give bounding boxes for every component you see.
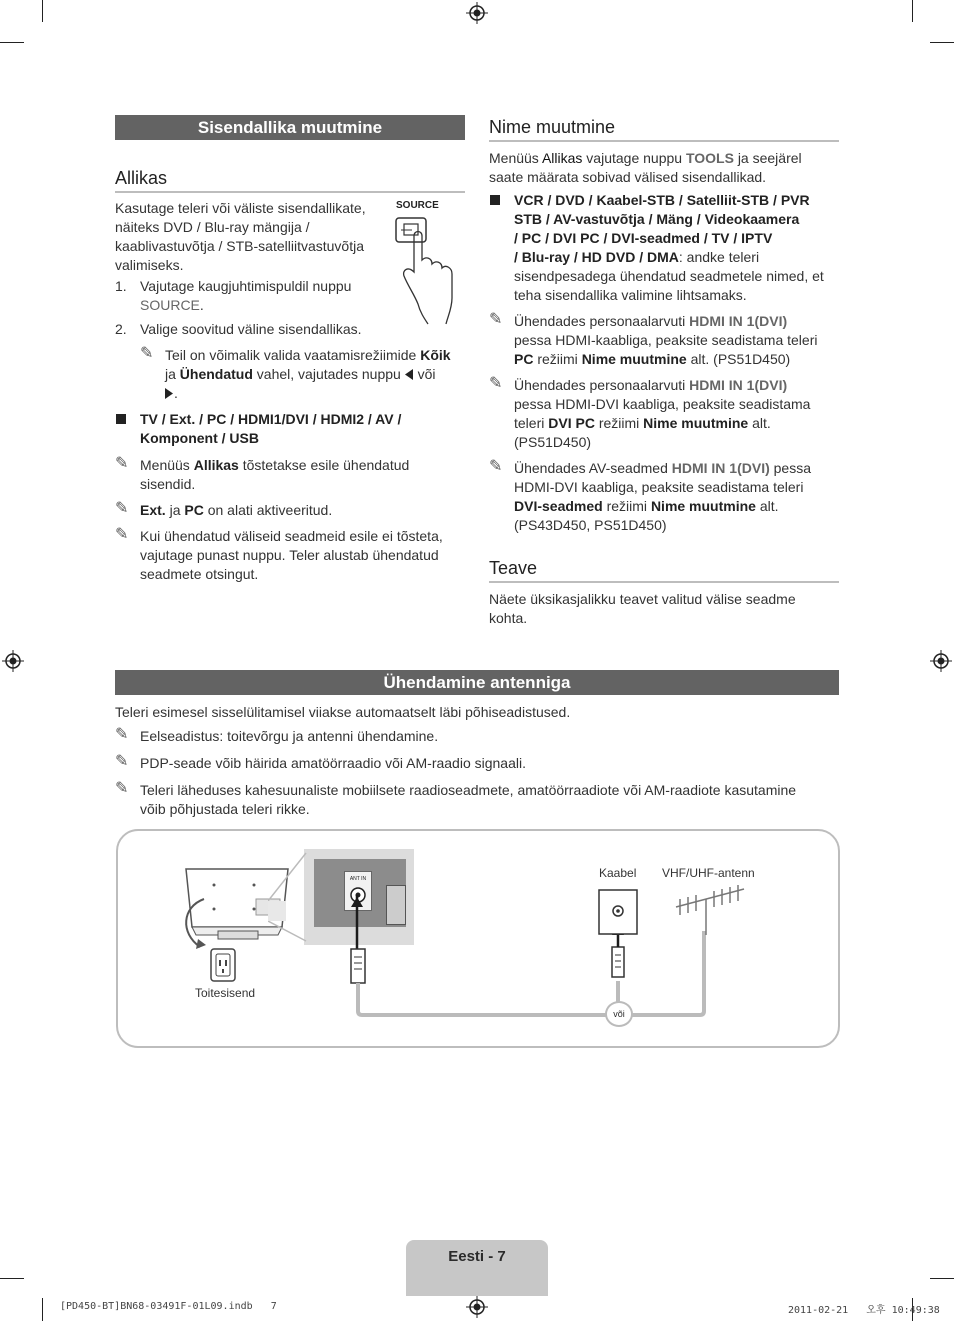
crop-mark — [42, 0, 43, 22]
crop-mark — [930, 42, 954, 43]
note-always-active — [140, 501, 460, 520]
text: režiimi — [606, 498, 648, 514]
section-title-antenna: Ühendamine antenniga — [115, 670, 839, 695]
or-badge — [605, 1001, 633, 1027]
antenna-connection-diagram — [116, 829, 840, 1048]
text: vajutage nuppu — [586, 150, 683, 166]
teave-text — [489, 590, 839, 628]
pc-keyword: PC — [514, 351, 534, 367]
triangle-right-icon — [165, 388, 174, 399]
device-list — [514, 191, 844, 305]
antenna-note-1: Eelseadistus: toitevõrgu ja antenni ühendamine. — [140, 728, 439, 744]
hdmi-port: HDMI IN 1(DVI) — [689, 377, 788, 393]
source-button-hand-icon — [392, 212, 466, 330]
cable-lines — [118, 831, 838, 1046]
text: Ühendades personaalarvuti — [514, 377, 686, 393]
text: : andke teleri — [678, 249, 760, 265]
pencil-note-icon: ✎ — [115, 726, 129, 743]
print-slug-timestamp: 2011-02-21 오후 10:49:38 — [788, 1305, 940, 1316]
step-2-note — [165, 346, 465, 403]
power-input-label: Toitesisend — [195, 986, 256, 1000]
pencil-note-icon: ✎ — [115, 500, 129, 517]
note-red-button — [140, 527, 465, 584]
text-line: kohta. — [489, 610, 528, 626]
text: režiimi — [537, 351, 578, 367]
crop-mark — [930, 1278, 954, 1279]
crop-mark — [0, 1278, 24, 1279]
rename-keyword: Nime muutmine — [650, 498, 756, 514]
rename-keyword: Nime muutmine — [581, 351, 687, 367]
menu-allikas: Allikas — [193, 457, 239, 473]
square-bullet-icon — [116, 414, 126, 424]
source-list-line: TV / Ext. / PC / HDMI1/DVI / HDMI2 / AV / — [140, 411, 402, 427]
or-label: või — [613, 1009, 625, 1019]
triangle-left-icon — [405, 369, 414, 380]
step-number: 2. — [115, 321, 127, 337]
text: teleri — [514, 415, 545, 431]
registration-mark-icon — [466, 2, 488, 24]
mode-all: Kõik — [420, 347, 451, 363]
heading-allikas-text: Allikas — [115, 168, 168, 188]
registration-mark-icon — [930, 650, 952, 672]
square-bullet-icon — [490, 195, 500, 205]
text-line: Kui ühendatud väliseid seadmeid esile ei tõsteta, — [140, 528, 443, 544]
text: (PS51D450) — [514, 434, 592, 450]
wall-outlet-icon — [598, 889, 638, 935]
pc-keyword: PC — [184, 502, 204, 518]
heading-nime-text: Nime muutmine — [489, 117, 616, 137]
text: (PS43D450, PS51D450) — [514, 517, 667, 533]
text-line: näiteks DVD / Blu-ray mängija / — [115, 219, 310, 235]
text: saate määrata sobivad välised sisendallikad. — [489, 169, 767, 185]
text-line: teha sisendallika valimine lihtsamaks. — [514, 287, 747, 303]
source-list — [140, 410, 460, 448]
text-line: valimiseks. — [115, 257, 184, 273]
text-line: võib põhjustada teleri rikke. — [140, 801, 310, 817]
section-title-source: Sisendallika muutmine — [115, 115, 465, 140]
pencil-note-icon: ✎ — [115, 753, 129, 770]
cable-label: Kaabel — [599, 866, 637, 880]
text: ja seejärel — [737, 150, 802, 166]
step-number: 1. — [115, 278, 127, 294]
registration-mark-icon — [2, 650, 24, 672]
text-line: Kasutage teleri või väliste sisendallikate, — [115, 200, 366, 216]
mode-connected: Ühendatud — [179, 366, 253, 382]
text: Ühendades personaalarvuti — [514, 313, 686, 329]
note-text: vahel, vajutades nuppu — [256, 366, 401, 382]
pencil-note-icon: ✎ — [115, 780, 129, 797]
text: alt. — [752, 415, 771, 431]
heading-nime-muutmine — [489, 117, 839, 142]
crop-mark — [42, 1298, 43, 1321]
text-line: vajutage punast nuppu. Teler alustab ühendatud — [140, 547, 439, 563]
heading-allikas — [115, 168, 465, 193]
dvi-devices-keyword: DVI-seadmed — [514, 498, 603, 514]
source-list-line: Komponent / USB — [140, 430, 259, 446]
note-text: ja — [169, 502, 181, 518]
device-list-line: / PC / DVI PC / DVI-seadmed / TV / IPTV — [514, 230, 773, 246]
nime-note-1 — [514, 312, 844, 369]
registration-mark-icon — [466, 1296, 488, 1318]
heading-teave-text: Teave — [489, 558, 538, 578]
step-text: Valige soovitud väline sisendallikas. — [140, 321, 362, 337]
text: režiimi — [598, 415, 640, 431]
crop-mark — [912, 0, 913, 22]
text: Menüüs — [489, 150, 539, 166]
text-line: Näete üksikasjalikku teavet valitud välise seadme — [489, 591, 796, 607]
antenna-note-3 — [140, 781, 840, 819]
antenna-intro: Teleri esimesel sisselülitamisel viiakse automaatselt läbi põhiseadistused. — [115, 704, 571, 720]
note-text: või — [417, 366, 436, 382]
vhf-uhf-antenna-icon — [672, 885, 748, 937]
note-text: ja — [165, 366, 176, 382]
source-button-label: SOURCE — [396, 200, 439, 211]
tools-keyword: TOOLS — [685, 150, 734, 166]
nime-note-2 — [514, 376, 844, 452]
dvi-pc-keyword: DVI PC — [548, 415, 595, 431]
step-text-end: . — [199, 297, 204, 313]
device-list-line: VCR / DVD / Kaabel-STB / Satelliit-STB / PVR — [514, 192, 810, 208]
step-1 — [115, 277, 385, 315]
note-text-end: . — [174, 385, 178, 401]
note-text: on alati aktiveeritud. — [207, 502, 333, 518]
text: alt. — [759, 498, 779, 514]
pencil-note-icon: ✎ — [115, 455, 129, 472]
text-line: Teleri läheduses kahesuunaliste mobiilsete raadioseadmete, amatöörraadiote või AM-raadiote kasutamine — [140, 782, 797, 798]
page-number: Eesti - 7 — [448, 1248, 506, 1265]
rename-keyword: Nime muutmine — [643, 415, 749, 431]
vhf-uhf-antenna-label: VHF/UHF-antenn — [662, 866, 755, 880]
heading-teave — [489, 558, 839, 583]
step-2 — [115, 320, 465, 339]
text: alt. (PS51D450) — [690, 351, 791, 367]
antenna-note-2: PDP-seade võib häirida amatöörraadio või AM-raadio signaali. — [140, 755, 526, 771]
device-list-line: STB / AV-vastuvõtja / Mäng / Videokaamera — [514, 211, 800, 227]
nime-intro — [489, 149, 839, 187]
text: pessa — [773, 460, 811, 476]
allikas-intro — [115, 199, 385, 275]
pencil-note-icon: ✎ — [115, 526, 129, 543]
pencil-note-icon: ✎ — [489, 458, 503, 475]
note-text: Teil on võimalik valida vaatamisrežiimide — [165, 347, 417, 363]
text-line: kaablivastuvõtja / STB-satelliitvastuvõtja — [115, 238, 364, 254]
menu-allikas: Allikas — [541, 150, 583, 166]
note-text: sisendid. — [140, 476, 196, 492]
hdmi-port: HDMI IN 1(DVI) — [671, 460, 770, 476]
ext-keyword: Ext. — [140, 502, 166, 518]
note-text: tõstetakse esile ühendatud — [242, 457, 410, 473]
note-text: Menüüs — [140, 457, 190, 473]
text: pessa HDMI-DVI kaabliga, peaksite seadistama — [514, 396, 811, 412]
step-text: Vajutage kaugjuhtimispuldil nuppu — [140, 278, 352, 294]
page-number-tab — [406, 1240, 548, 1296]
crop-mark — [0, 42, 24, 43]
text: pessa HDMI-kaabliga, peaksite seadistama teleri — [514, 332, 818, 348]
print-slug-file: [PD450-BT]BN68-03491F-01L09.indb 7 — [60, 1301, 277, 1312]
device-list-line: / Blu-ray / HD DVD / DMA — [514, 249, 679, 265]
source-keyword: SOURCE — [140, 297, 200, 313]
text: Ühendades AV-seadmed — [514, 460, 668, 476]
ant-in-label: ANT IN — [349, 876, 367, 882]
hdmi-port: HDMI IN 1(DVI) — [689, 313, 788, 329]
pencil-note-icon: ✎ — [489, 375, 503, 392]
note-highlight — [140, 456, 460, 494]
pencil-note-icon: ✎ — [140, 345, 154, 362]
text: HDMI-DVI kaabliga, peaksite seadistama teleri — [514, 479, 804, 495]
pencil-note-icon: ✎ — [489, 311, 503, 328]
source-remote-illustration — [392, 198, 466, 330]
nime-note-3 — [514, 459, 844, 535]
text-line: seadmete otsingut. — [140, 566, 259, 582]
text-line: sisendpesadega ühendatud seadmetele nimed, et — [514, 268, 824, 284]
